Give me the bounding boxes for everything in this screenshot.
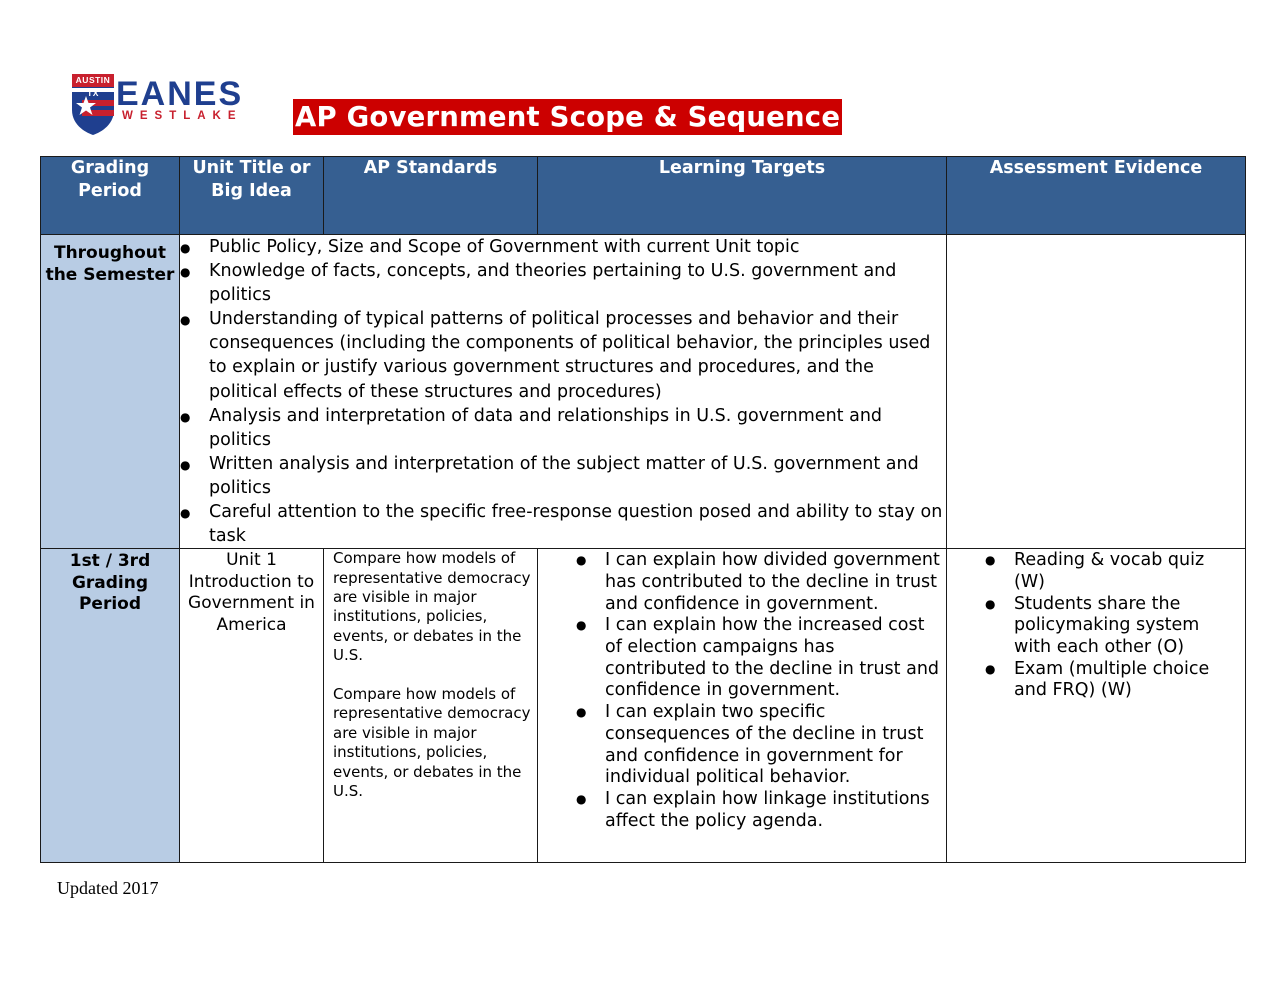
- list-item: ● I can explain two specific consequences of the decline in trust and confidence in government for individual political behavior.: [538, 702, 946, 789]
- logo-wordmark: EANES: [116, 75, 244, 113]
- standard-text: Compare how models of representative democracy are visible in major institutions, policies, events, or debates in the U.S.: [333, 685, 531, 801]
- evidence-list: [947, 550, 1245, 702]
- header-learning-targets: Learning Targets: [538, 157, 947, 235]
- standard-text: Compare how models of representative democracy are visible in major institutions, policies, events, or debates in the U.S.: [333, 549, 531, 665]
- list-item: ● I can explain how the increased cost of election campaigns has contributed to the decline in trust and confidence in government.: [538, 615, 946, 702]
- list-item: ● Public Policy, Size and Scope of Government with current Unit topic: [180, 235, 946, 259]
- standards-cell: [324, 549, 538, 863]
- header-unit-title: Unit Title or Big Idea: [180, 157, 324, 235]
- list-item: ● Exam (multiple choice and FRQ) (W): [947, 659, 1245, 702]
- list-item: ● Written analysis and interpretation of the subject matter of U.S. government and politics: [180, 452, 946, 500]
- list-item: ● Careful attention to the specific free-response question posed and ability to stay on task: [180, 500, 946, 548]
- page-title: AP Government Scope & Sequence: [295, 101, 841, 133]
- table-row-throughout: [41, 235, 1246, 549]
- evidence-cell-empty: [947, 235, 1246, 549]
- evidence-cell: [947, 549, 1246, 863]
- header-ap-standards: AP Standards: [324, 157, 538, 235]
- period-cell: Throughout the Semester: [41, 235, 180, 549]
- header-grading-period: Grading Period: [41, 157, 180, 235]
- targets-cell: [538, 549, 947, 863]
- footer-updated: Updated 2017: [57, 878, 159, 898]
- period-cell: 1st / 3rd Grading Period: [41, 549, 180, 863]
- scope-sequence-table: [40, 156, 1246, 863]
- targets-list: [538, 550, 946, 832]
- throughout-cell: [180, 235, 947, 549]
- list-item: ● I can explain how linkage institutions affect the policy agenda.: [538, 789, 946, 832]
- list-item: ● Understanding of typical patterns of political processes and behavior and their consequences (including the components of political behavior, the principles used to explain or justify various government structures and procedures, and the political effects of these structures and procedures): [180, 307, 946, 403]
- throughout-list: [180, 235, 946, 548]
- list-item: ● Reading & vocab quiz (W): [947, 550, 1245, 593]
- list-item: ● Analysis and interpretation of data and relationships in U.S. government and politics: [180, 404, 946, 452]
- list-item: ● I can explain how divided government has contributed to the decline in trust and confidence in government.: [538, 550, 946, 615]
- unit-title-cell: Unit 1 Introduction to Government in America: [180, 549, 324, 863]
- list-item: ● Students share the policymaking system with each other (O): [947, 594, 1245, 659]
- list-item: ● Knowledge of facts, concepts, and theories pertaining to U.S. government and politics: [180, 259, 946, 307]
- logo-tag: AUSTIN TX: [72, 74, 114, 87]
- table-row-unit1: [41, 549, 1246, 863]
- table-header-row: [41, 157, 1246, 235]
- header-assessment-evidence: Assessment Evidence: [947, 157, 1246, 235]
- eanes-westlake-logo: [70, 72, 244, 138]
- logo-subtitle: WESTLAKE: [122, 110, 243, 122]
